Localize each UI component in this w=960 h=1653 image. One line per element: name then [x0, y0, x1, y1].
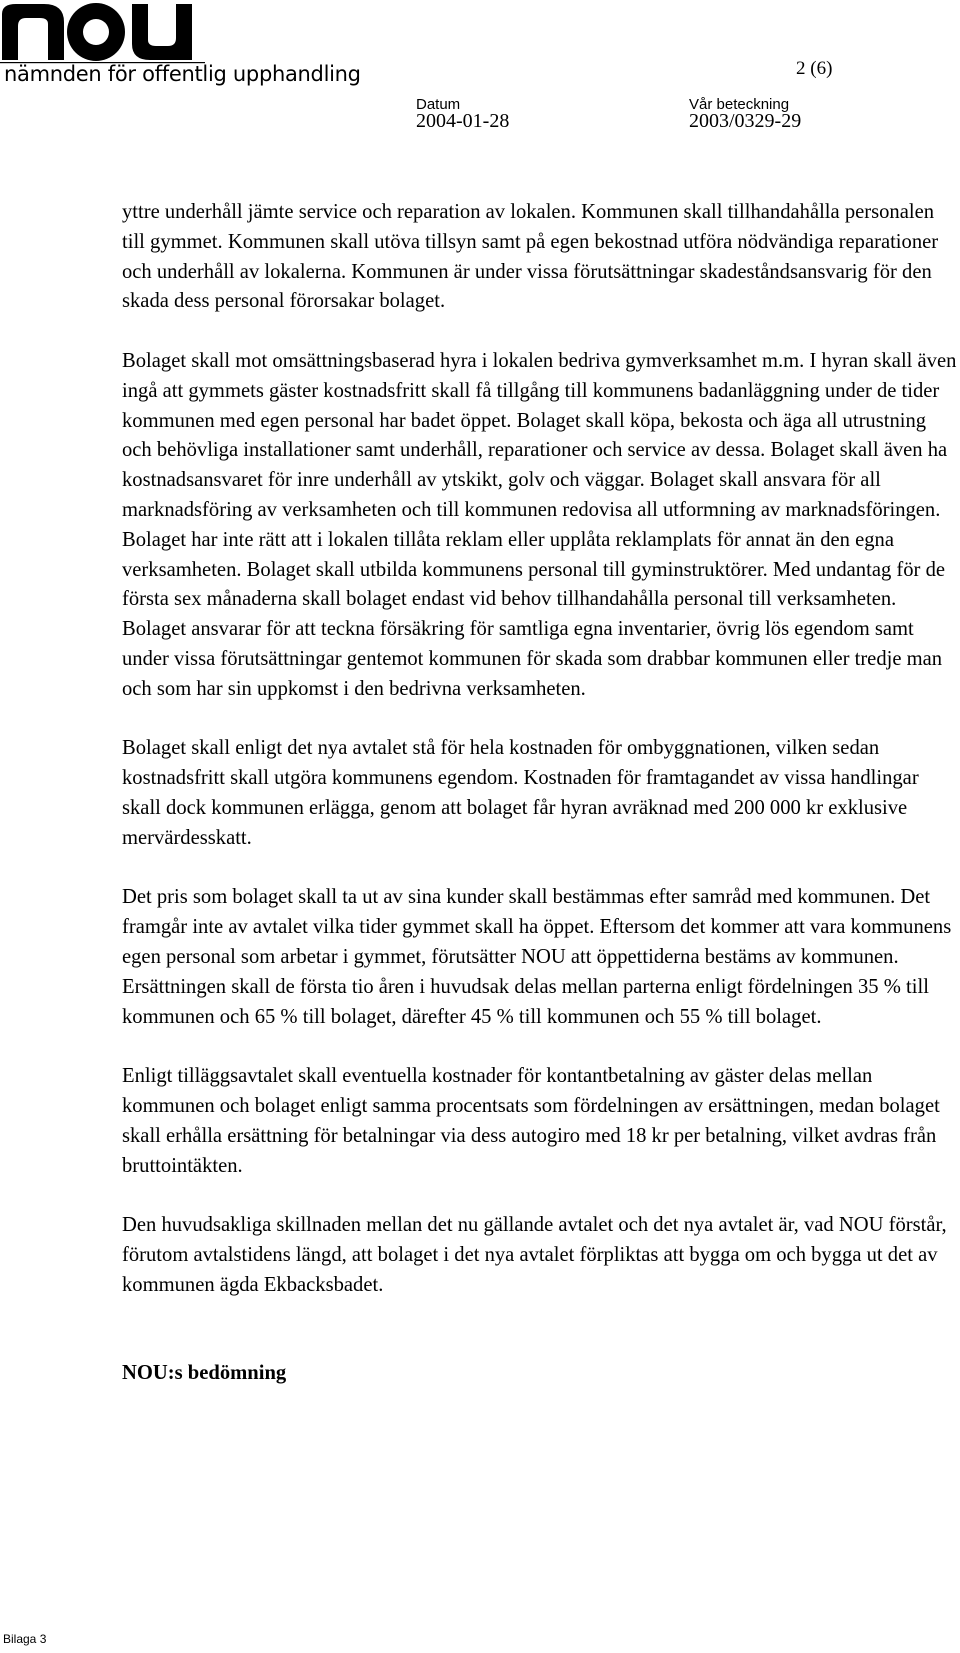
- logo-subtitle: nämnden för offentlig upphandling: [4, 62, 361, 86]
- nou-logo: [0, 0, 361, 92]
- reference-value: 2003/0329-29: [689, 110, 802, 132]
- document-body: [122, 198, 960, 1419]
- paragraph: Enligt tilläggsavtalet skall eventuella kostnader för kontantbetalning av gäster delas mellan kommunen och bolaget enligt samma procentsats som fördelningen av ersättningen, medan bolaget skall erhålla ersättning för betalningar via dess autogiro med 18 kr per betalning, vilket avdras från bruttointäkten.: [122, 1065, 940, 1177]
- paragraph: Den huvudsakliga skillnaden mellan det nu gällande avtalet och det nya avtalet är, vad NOU förstår, förutom avtalstidens längd, att bolaget i det nya avtalet förpliktas att bygga om och bygga ut det av kommunen ägda Ekbacksbadet.: [122, 1214, 947, 1296]
- nou-logo-icon: [0, 0, 310, 64]
- paragraph: Det pris som bolaget skall ta ut av sina kunder skall bestämmas efter samråd med kommunen. Det framgår inte av avtalet vilka tider gymmet skall ha öppet. Eftersom det kommer att vara kommunens egen personal som arbetar i gymmet, förutsätter NOU att öppettiderna bestäms av kommunen. Ersättningen skall de första tio åren i huvudsak delas mellan parterna enligt fördelningen 35 % till kommunen och 65 % till bolaget, därefter 45 % till kommunen och 55 % till bolaget.: [122, 886, 952, 1028]
- reference-label: Vår beteckning: [689, 96, 790, 113]
- paragraph: Bolaget skall enligt det nya avtalet stå för hela kostnaden för ombyggnationen, vilken sedan kostnadsfritt skall utgöra kommunens egendom. Kostnaden för framtagandet av vissa handlingar skall dock kommunen erlägga, genom att bolaget får hyran avräknad med 200 000 kr exklusive mervärdesskatt.: [122, 737, 919, 849]
- date-value: 2004-01-28: [416, 110, 510, 132]
- attachment-label: Bilaga 3: [3, 1632, 47, 1646]
- section-heading: NOU:s bedömning: [122, 1362, 287, 1385]
- date-label: Datum: [416, 96, 461, 113]
- page-number: 2 (6): [796, 58, 833, 79]
- paragraph: Bolaget skall mot omsättningsbaserad hyra i lokalen bedriva gymverksamhet m.m. I hyran skall även ingå att gymmets gäster kostnadsfritt skall få tillgång till kommunens badanläggning under de tider kommunen med egen personal har badet öppet. Bolaget skall köpa, bekosta och äga all utrustning och behövliga installationer samt underhåll, reparationer och service av dessa. Bolaget skall även ha kostnadsansvaret för inre underhåll av ytskikt, golv och väggar. Bolaget skall ansvara för all marknadsföring av verksamheten och till kommunen redovisa all utformning av marknadsföringen. Bolaget har inte rätt att i lokalen tillåta reklam eller upplåta reklamplats för annat än den egna verksamheten. Bolaget skall utbilda kommunens personal till gyminstruktörer. Med undantag för de första sex månaderna skall bolaget endast vid behov tillhandahålla personal till verksamheten. Bolaget ansvarar för att teckna försäkring för samtliga egna inventarier, övrig lös egendom samt under vissa förutsättningar gentemot kommunen för skada som drabbar kommunen eller tredje man och som har sin uppkomst i den bedrivna verksamheten.: [122, 349, 957, 700]
- paragraph: yttre underhåll jämte service och reparation av lokalen. Kommunen skall tillhandahålla personalen till gymmet. Kommunen skall utöva tillsyn samt på egen bekostnad utföra nödvändiga reparationer och underhåll av lokalerna. Kommunen är under vissa förutsättningar skadeståndsansvarig för den skada dess personal förorsakar bolaget.: [122, 201, 939, 313]
